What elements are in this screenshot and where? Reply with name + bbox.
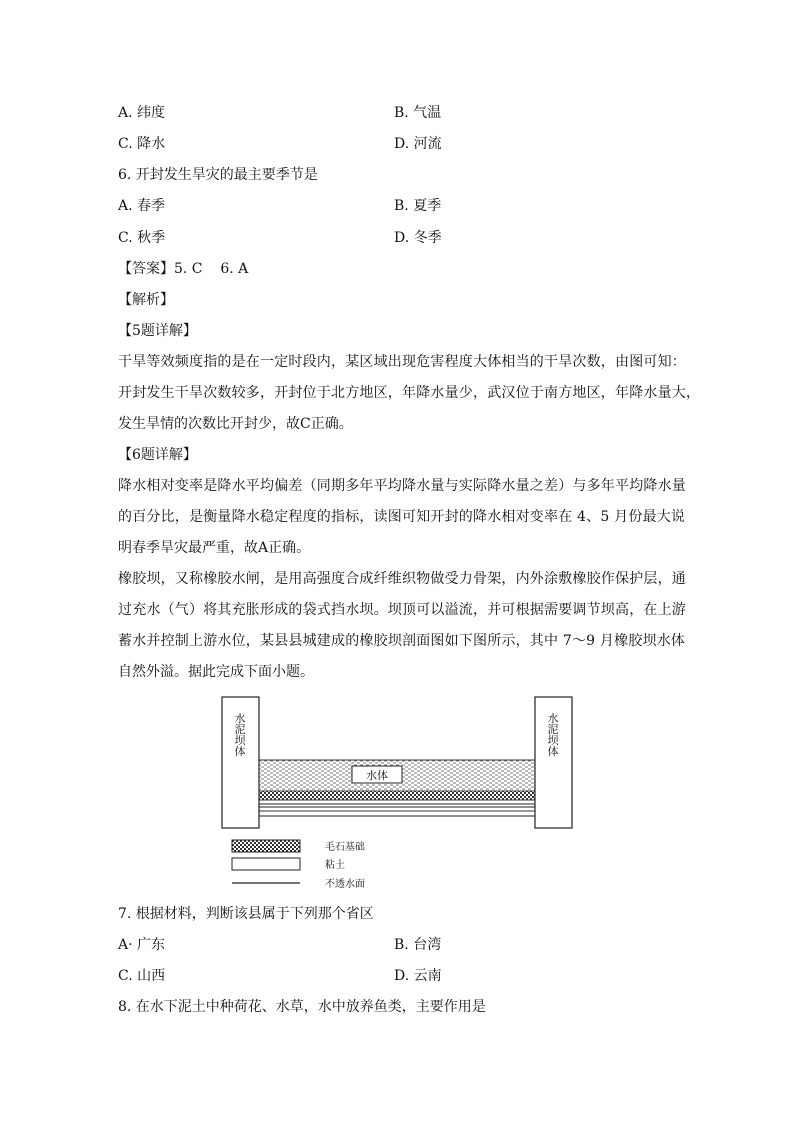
right-wall-char-1: 水: [547, 712, 559, 725]
detail6-line-2: 的百分比，是衡量降水稳定程度的指标，读图可知开封的降水相对变率在 4、5 月份最大说: [118, 509, 686, 525]
left-wall-char-4: 体: [234, 745, 246, 758]
material-line-1: 橡胶坝，又称橡胶水闸，是用高强度合成纤维织物做受力骨架，内外涂敷橡胶作保护层，通: [118, 571, 686, 587]
q7-stem: 7. 根据材料，判断该县属于下列那个省区: [118, 906, 374, 922]
legend-impermeable-label: 不透水面: [325, 879, 365, 890]
left-wall-char-1: 水: [234, 712, 246, 725]
q6-option-b: B. 夏季: [394, 198, 442, 214]
left-wall-char-2: 泥: [234, 723, 246, 736]
material-line-2: 过充水（气）将其充胀形成的袋式挡水坝。坝顶可以溢流，并可根据需要调节坝高，在上游: [118, 602, 686, 618]
material-line-4: 自然外溢。据此完成下面小题。: [118, 664, 314, 680]
q7-option-d: D. 云南: [394, 968, 442, 984]
right-wall-char-4: 体: [547, 745, 559, 758]
left-wall-char-3: 坝: [234, 734, 246, 747]
right-wall-char-3: 坝: [547, 734, 559, 747]
detail6-line-3: 明春季旱灾最严重，故A正确。: [118, 540, 311, 556]
clay-layer: [259, 800, 535, 811]
detail6-title: 【6题详解】: [118, 447, 197, 463]
legend-rubble-label: 毛石基础: [325, 842, 365, 853]
detail5-line-2: 开封发生干旱次数较多，开封位于北方地区，年降水量少，武汉位于南方地区，年降水量大，: [118, 385, 701, 401]
legend-rubble-swatch: [232, 840, 300, 852]
q5-option-a: A. 纬度: [118, 105, 166, 121]
q7-option-a: A· 广东: [118, 937, 166, 953]
detail5-line-1: 干旱等效频度指的是在一定时段内，某区域出现危害程度大体相当的干旱次数，由图可知：: [118, 354, 686, 370]
q6-option-d: D. 冬季: [394, 230, 442, 246]
q5-option-b: B. 气温: [394, 105, 442, 121]
q7-option-b: B. 台湾: [394, 937, 442, 953]
answer-line: 【答案】5. C 6. A: [118, 261, 249, 277]
water-label: 水体: [366, 769, 388, 782]
legend-clay-label: 粘土: [325, 860, 345, 871]
q5-option-d: D. 河流: [394, 136, 442, 152]
analysis-label: 【解析】: [118, 292, 174, 308]
rubble-foundation: [259, 791, 535, 800]
q7-option-c: C. 山西: [118, 968, 166, 984]
q6-stem: 6. 开封发生旱灾的最主要季节是: [118, 167, 318, 183]
detail6-line-1: 降水相对变率是降水平均偏差（同期多年平均降水量与实际降水量之差）与多年平均降水量: [118, 478, 686, 494]
q8-stem: 8. 在水下泥土中种荷花、水草，水中放养鱼类，主要作用是: [118, 999, 486, 1015]
material-line-3: 蓄水并控制上游水位，某县县城建成的橡胶坝剖面图如下图所示，其中 7～9 月橡胶坝水体: [118, 633, 686, 649]
detail5-title: 【5题详解】: [118, 323, 197, 339]
q6-option-c: C. 秋季: [118, 230, 166, 246]
legend-clay-swatch: [232, 858, 300, 870]
q5-option-c: C. 降水: [118, 136, 166, 152]
right-wall-char-2: 泥: [547, 723, 559, 736]
q6-option-a: A. 春季: [118, 198, 166, 214]
detail5-line-3: 发生旱情的次数比开封少，故C正确。: [118, 416, 353, 432]
